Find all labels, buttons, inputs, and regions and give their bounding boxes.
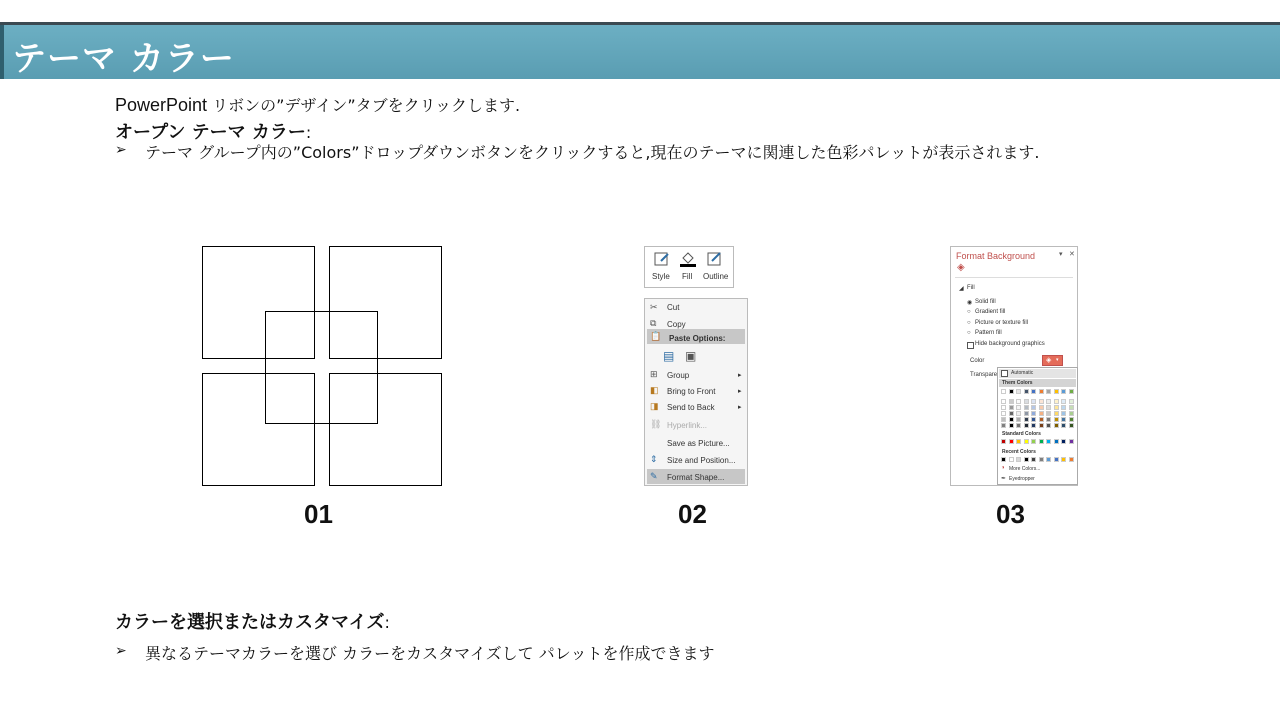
theme-color-swatch[interactable]: [1069, 389, 1074, 394]
theme-color-swatch[interactable]: [1016, 423, 1021, 428]
theme-color-swatch[interactable]: [1054, 399, 1059, 404]
menu-cut[interactable]: Cut: [667, 303, 680, 312]
format-shape-icon: ✎: [650, 471, 658, 481]
eyedropper-item[interactable]: Eyedropper: [1009, 476, 1035, 482]
menu-paste-options: Paste Options:: [669, 334, 726, 343]
recent-color-swatch[interactable]: [1024, 457, 1029, 462]
standard-color-swatch[interactable]: [1061, 439, 1066, 444]
format-background-pane: [950, 246, 1078, 486]
square-center: [265, 311, 378, 424]
recent-colors-label: Recent Colors: [1002, 449, 1036, 455]
recent-color-swatch[interactable]: [1069, 457, 1074, 462]
context-menu: [644, 298, 748, 486]
recent-color-swatch[interactable]: [1061, 457, 1066, 462]
bring-front-icon: ◧: [650, 385, 659, 395]
hide-bg-label: Hide background graphics: [975, 341, 1045, 347]
bullet-2-text: 異なるテーマカラーを選び カラーをカスタマイズして パレットを作成できます: [145, 644, 715, 663]
group-icon: ⊞: [650, 369, 658, 379]
slide-title: テーマ カラー: [12, 39, 235, 79]
section1-colon: :: [305, 123, 312, 142]
theme-color-swatch[interactable]: [1054, 405, 1059, 410]
theme-color-swatch[interactable]: [1069, 417, 1074, 422]
theme-color-swatch[interactable]: [1001, 399, 1006, 404]
recent-color-swatch[interactable]: [1009, 457, 1014, 462]
picture-fill-label: Picture or texture fill: [975, 320, 1029, 326]
recent-color-swatch[interactable]: [1039, 457, 1044, 462]
theme-color-swatch[interactable]: [1046, 411, 1051, 416]
hyperlink-icon: ⛓: [650, 419, 662, 429]
recent-color-swatch[interactable]: [1046, 457, 1051, 462]
more-colors-item[interactable]: More Colors...: [1009, 466, 1041, 472]
size-position-icon: ⇕: [650, 454, 658, 464]
theme-color-swatch[interactable]: [1001, 423, 1006, 428]
theme-color-swatch[interactable]: [1039, 417, 1044, 422]
theme-color-swatch[interactable]: [1046, 417, 1051, 422]
standard-color-swatch[interactable]: [1039, 439, 1044, 444]
theme-color-swatch[interactable]: [1009, 389, 1014, 394]
automatic-row[interactable]: [999, 369, 1076, 378]
theme-color-swatch[interactable]: [1054, 411, 1059, 416]
outline-pen-icon: [706, 251, 726, 267]
theme-colors-label: Them Colors: [1002, 380, 1033, 386]
pane-options-icon[interactable]: ▾: [1059, 251, 1063, 258]
theme-color-swatch[interactable]: [1024, 405, 1029, 410]
send-submenu-arrow-icon: ▸: [738, 404, 742, 411]
theme-color-swatch[interactable]: [1016, 405, 1021, 410]
style-button[interactable]: Style: [652, 272, 670, 281]
radio-gradient-fill[interactable]: ○: [967, 309, 971, 315]
theme-color-swatch[interactable]: [1061, 389, 1066, 394]
fill-bucket-tab-icon[interactable]: ◈: [957, 262, 965, 273]
theme-color-swatch[interactable]: [1001, 417, 1006, 422]
fill-bucket-icon: [679, 250, 697, 268]
menu-group[interactable]: Group: [667, 371, 690, 380]
bullet-2: [115, 643, 1115, 667]
standard-color-swatch[interactable]: [1069, 439, 1074, 444]
color-bucket-icon: ◈: [1046, 357, 1052, 364]
theme-color-swatch[interactable]: [1061, 405, 1066, 410]
outline-button[interactable]: Outline: [703, 272, 729, 281]
theme-color-swatch[interactable]: [1001, 405, 1006, 410]
automatic-swatch: [1001, 370, 1008, 377]
theme-colors-header: [999, 379, 1076, 387]
theme-color-swatch[interactable]: [1009, 417, 1014, 422]
group-submenu-arrow-icon: ▸: [738, 372, 742, 379]
paste-picture-icon[interactable]: ▣: [685, 349, 697, 363]
theme-color-swatch[interactable]: [1024, 389, 1029, 394]
standard-color-swatch[interactable]: [1009, 439, 1014, 444]
figure-03-label: 03: [996, 499, 1025, 529]
theme-color-swatch[interactable]: [1031, 399, 1036, 404]
section2-title: カラーを選択またはカスタマイズ: [115, 612, 385, 633]
recent-color-swatch[interactable]: [1016, 457, 1021, 462]
theme-color-swatch[interactable]: [1016, 389, 1021, 394]
theme-color-swatch[interactable]: [1016, 411, 1021, 416]
theme-color-swatch[interactable]: [1024, 411, 1029, 416]
theme-color-swatch[interactable]: [1009, 399, 1014, 404]
figure-01-label: 01: [304, 499, 333, 529]
copy-icon: ⧉: [650, 318, 657, 328]
fill-section-label: Fill: [967, 285, 975, 291]
shape-toolbar: [644, 246, 734, 288]
intro-line-rest: リボンの”デザイン”タブをクリックします.: [207, 96, 521, 115]
paste-keep-icon[interactable]: ▤: [663, 349, 675, 363]
menu-bring-to-front[interactable]: Bring to Front: [667, 387, 716, 396]
theme-color-swatch[interactable]: [1031, 423, 1036, 428]
section1-heading: [115, 118, 311, 144]
theme-color-swatch[interactable]: [1001, 389, 1006, 394]
theme-color-swatch[interactable]: [1039, 389, 1044, 394]
bring-submenu-arrow-icon: ▸: [738, 388, 742, 395]
eyedropper-icon: ✒: [1001, 476, 1007, 482]
recent-color-swatch[interactable]: [1031, 457, 1036, 462]
theme-color-swatch[interactable]: [1054, 423, 1059, 428]
theme-color-swatch[interactable]: [1069, 411, 1074, 416]
theme-color-swatch[interactable]: [1061, 399, 1066, 404]
standard-color-swatch[interactable]: [1016, 439, 1021, 444]
theme-color-swatch[interactable]: [1009, 423, 1014, 428]
theme-color-swatch[interactable]: [1031, 389, 1036, 394]
gradient-fill-label: Gradient fill: [975, 309, 1006, 315]
theme-color-swatch[interactable]: [1054, 389, 1059, 394]
menu-size-and-position[interactable]: Size and Position...: [667, 456, 736, 465]
standard-color-swatch[interactable]: [1054, 439, 1059, 444]
theme-color-swatch[interactable]: [1061, 423, 1066, 428]
pane-divider: [955, 277, 1073, 278]
intro-line: [115, 93, 520, 116]
hide-bg-checkbox[interactable]: [967, 342, 974, 349]
theme-color-swatch[interactable]: [1024, 399, 1029, 404]
section2-heading: [115, 608, 390, 634]
bullet-arrow-icon: ➢: [115, 643, 127, 659]
standard-colors-label: Standard Colors: [1002, 431, 1041, 437]
pane-close-icon[interactable]: ✕: [1069, 251, 1075, 258]
theme-color-swatch[interactable]: [1009, 411, 1014, 416]
bullet-arrow-icon: ➢: [115, 142, 127, 158]
fill-collapse-icon[interactable]: ◢: [959, 286, 964, 292]
standard-color-swatch[interactable]: [1046, 439, 1051, 444]
theme-color-swatch[interactable]: [1009, 405, 1014, 410]
more-colors-icon: ◑: [1001, 465, 1005, 471]
pattern-fill-label: Pattern fill: [975, 330, 1002, 336]
theme-color-swatch[interactable]: [1061, 417, 1066, 422]
section2-colon: :: [384, 613, 390, 632]
paste-icon: 📋: [650, 331, 662, 341]
menu-send-to-back[interactable]: Send to Back: [667, 403, 715, 412]
menu-save-as-picture[interactable]: Save as Picture...: [667, 439, 730, 448]
cut-icon: ✂: [650, 302, 658, 312]
theme-color-swatch[interactable]: [1046, 399, 1051, 404]
menu-copy[interactable]: Copy: [667, 320, 686, 329]
automatic-label: Automatic: [1011, 370, 1034, 376]
theme-color-swatch[interactable]: [1069, 423, 1074, 428]
radio-pattern-fill[interactable]: ○: [967, 330, 971, 336]
color-dropdown-icon: ▾: [1056, 357, 1059, 363]
title-bar-edge: [0, 25, 4, 79]
color-label: Color: [970, 358, 985, 364]
pane-title: Format Background: [956, 251, 1036, 261]
theme-color-swatch[interactable]: [1039, 399, 1044, 404]
theme-color-swatch[interactable]: [1001, 411, 1006, 416]
standard-color-swatch[interactable]: [1001, 439, 1006, 444]
theme-color-swatch[interactable]: [1016, 417, 1021, 422]
theme-color-swatch[interactable]: [1039, 411, 1044, 416]
radio-picture-fill[interactable]: ○: [967, 320, 971, 326]
theme-color-swatch[interactable]: [1031, 417, 1036, 422]
theme-color-swatch[interactable]: [1031, 411, 1036, 416]
app-name: PowerPoint: [115, 95, 208, 115]
recent-color-swatch[interactable]: [1001, 457, 1006, 462]
transparency-label: Transpare: [970, 372, 998, 378]
theme-color-swatch[interactable]: [1046, 423, 1051, 428]
bullet-1: [115, 142, 1115, 188]
theme-color-swatch[interactable]: [1061, 411, 1066, 416]
theme-color-swatch[interactable]: [1039, 405, 1044, 410]
radio-solid-fill[interactable]: ◉: [967, 300, 973, 306]
recent-color-swatch[interactable]: [1054, 457, 1059, 462]
figure-02-label: 02: [678, 499, 707, 529]
fill-button[interactable]: Fill: [682, 272, 693, 281]
theme-color-swatch[interactable]: [1046, 405, 1051, 410]
section1-title: オープン テーマ カラー: [115, 122, 306, 143]
style-icon: [653, 251, 671, 267]
menu-hyperlink[interactable]: Hyperlink...: [667, 421, 708, 430]
theme-color-swatch[interactable]: [1024, 417, 1029, 422]
theme-color-swatch[interactable]: [1031, 405, 1036, 410]
color-dropdown: [997, 367, 1078, 485]
standard-color-swatch[interactable]: [1024, 439, 1029, 444]
theme-color-swatch[interactable]: [1016, 399, 1021, 404]
theme-color-swatch[interactable]: [1046, 389, 1051, 394]
theme-color-swatch[interactable]: [1069, 405, 1074, 410]
theme-color-swatch[interactable]: [1039, 423, 1044, 428]
menu-format-shape[interactable]: Format Shape...: [667, 473, 725, 482]
title-bar: [0, 25, 1280, 79]
send-back-icon: ◨: [650, 401, 659, 411]
color-picker-button[interactable]: [1042, 355, 1063, 366]
theme-color-swatch[interactable]: [1054, 417, 1059, 422]
bullet-1-text: テーマ グループ内の”Colors”ドロップダウンボタンをクリックすると,現在のテーマに関連した色彩パレットが表示されます.: [145, 143, 1040, 162]
standard-color-swatch[interactable]: [1031, 439, 1036, 444]
theme-color-swatch[interactable]: [1024, 423, 1029, 428]
theme-color-swatch[interactable]: [1069, 399, 1074, 404]
solid-fill-label: Solid fill: [975, 299, 996, 305]
